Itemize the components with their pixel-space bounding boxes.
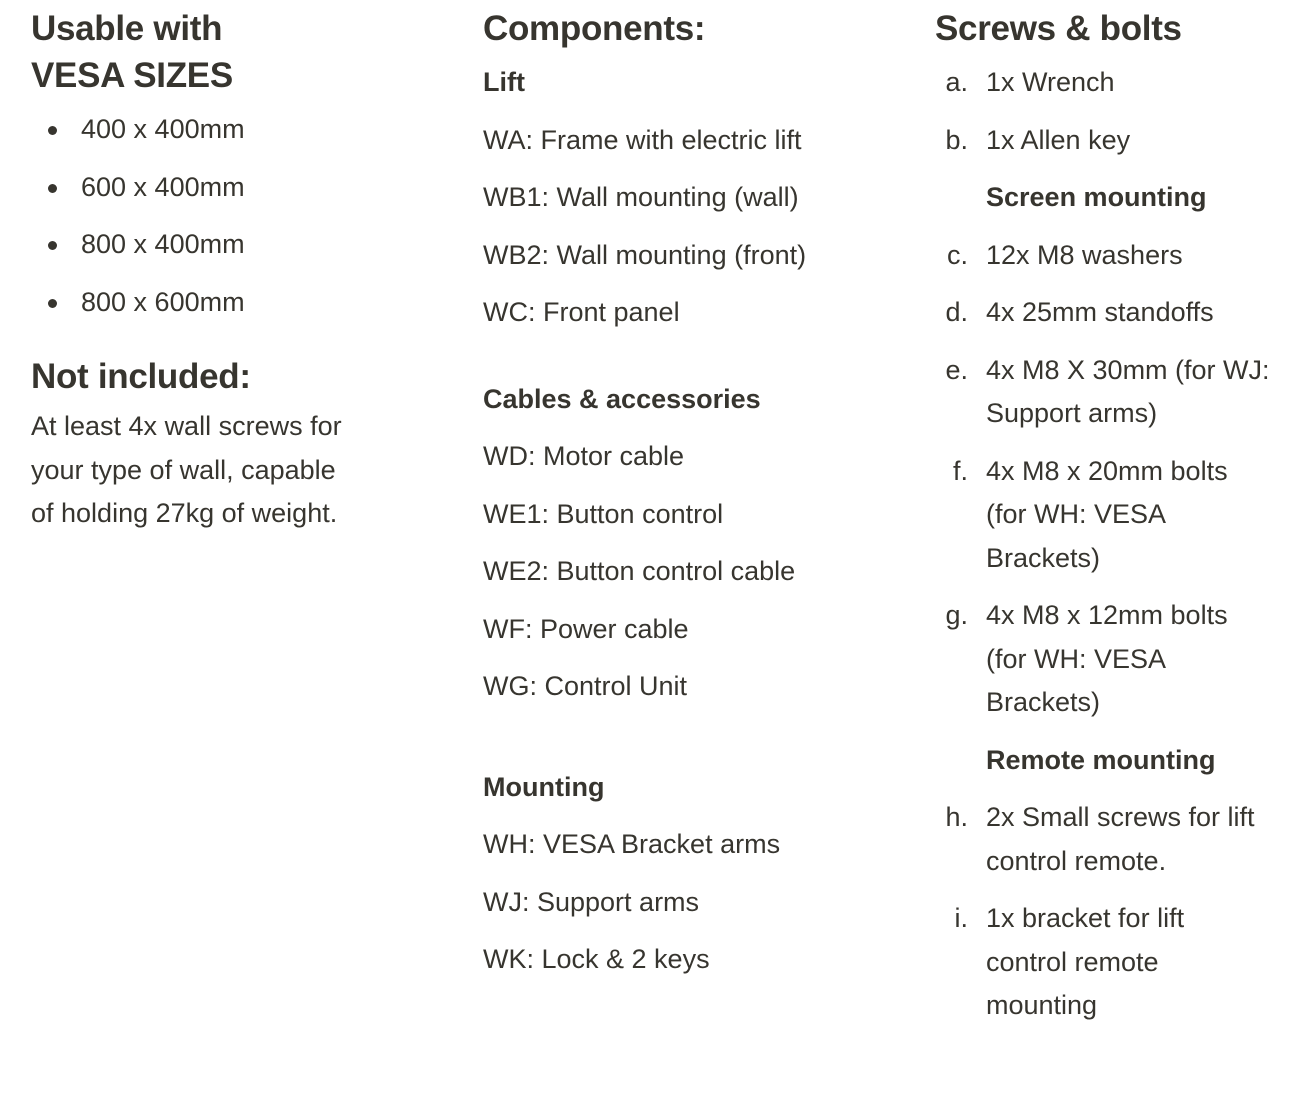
item-text: 1x bracket for lift — [986, 903, 1185, 933]
list-marker: g. — [945, 600, 968, 630]
list-item — [935, 450, 1304, 581]
vesa-column — [31, 0, 431, 536]
screen-mounting-list — [935, 234, 1304, 725]
list-item — [935, 291, 1304, 335]
list-item — [935, 61, 1304, 105]
list-item: 400 x 400mm — [31, 101, 431, 159]
item-text: mounting — [986, 990, 1098, 1020]
item-text: 4x M8 x 20mm bolts — [986, 455, 1228, 486]
remote-mounting-list — [935, 796, 1304, 1028]
list-item — [935, 119, 1304, 163]
item-text: Support arms) — [986, 398, 1158, 428]
list-item: WE2: Button control cable — [483, 556, 796, 586]
vesa-heading — [31, 5, 431, 99]
group-title-cables: Cables & accessories — [483, 383, 761, 414]
item-text: 1x Wrench — [986, 67, 1115, 97]
list-item: 800 x 600mm — [31, 274, 431, 332]
item-text: 12x M8 washers — [986, 239, 1183, 270]
vesa-sizes-list — [31, 101, 431, 331]
list-item — [935, 349, 1304, 436]
components-column — [483, 0, 903, 989]
remote-mounting-title: Remote mounting — [986, 744, 1216, 775]
list-marker: a. — [945, 67, 968, 97]
item-text: (for WH: VESA — [986, 643, 1167, 674]
list-item — [935, 796, 1304, 883]
list-item: WF: Power cable — [483, 613, 689, 644]
list-item — [935, 234, 1304, 278]
text-line: your type of wall, capable — [31, 454, 336, 485]
list-marker: b. — [945, 124, 968, 155]
screen-mounting-title: Screen mounting — [986, 182, 1207, 212]
vesa-heading-line1: Usable with — [31, 9, 223, 48]
item-text: 4x M8 x 12mm bolts — [986, 600, 1228, 630]
list-item: WE1: Button control — [483, 498, 724, 529]
item-text: control remote. — [986, 845, 1167, 876]
group-title-lift: Lift — [483, 67, 525, 97]
item-text: 4x M8 X 30mm (for WJ: — [986, 354, 1270, 385]
list-item: WB2: Wall mounting (front) — [483, 239, 807, 270]
text-line: At least 4x wall screws for — [31, 411, 342, 441]
components-heading: Components: — [483, 9, 706, 48]
item-text: 4x 25mm standoffs — [986, 297, 1214, 327]
list-marker: d. — [945, 297, 968, 327]
list-marker: i. — [954, 903, 968, 933]
item-text: 1x Allen key — [986, 124, 1131, 155]
list-item: WK: Lock & 2 keys — [483, 944, 710, 974]
not-included-text — [31, 405, 431, 536]
item-text: control remote — [986, 946, 1159, 977]
item-text: (for WH: VESA — [986, 499, 1167, 529]
item-text: 2x Small screws for lift — [986, 802, 1255, 832]
list-item: WJ: Support arms — [483, 886, 700, 917]
list-item — [935, 594, 1304, 725]
list-item: WD: Motor cable — [483, 441, 685, 471]
list-marker: f. — [952, 455, 968, 486]
vesa-heading-line2: VESA SIZES — [31, 56, 233, 95]
list-item: WB1: Wall mounting (wall) — [483, 182, 799, 212]
item-text: Brackets) — [986, 542, 1101, 573]
screws-column — [935, 0, 1304, 1042]
text-line: of holding 27kg of weight. — [31, 498, 338, 528]
screws-heading: Screws & bolts — [935, 9, 1182, 48]
list-item — [935, 897, 1304, 1028]
list-item: WH: VESA Bracket arms — [483, 829, 781, 859]
list-item: WG: Control Unit — [483, 671, 688, 701]
item-text: Brackets) — [986, 687, 1101, 717]
list-marker: c. — [946, 239, 968, 270]
list-marker: h. — [945, 802, 968, 832]
general-tools-list — [935, 61, 1304, 162]
group-title-mounting: Mounting — [483, 771, 605, 802]
list-marker: e. — [945, 354, 968, 385]
list-item: 600 x 400mm — [31, 159, 431, 217]
not-included-heading: Not included: — [31, 357, 251, 396]
list-item: WA: Frame with electric lift — [483, 124, 802, 155]
list-item: 800 x 400mm — [31, 216, 431, 274]
list-item: WC: Front panel — [483, 297, 680, 327]
